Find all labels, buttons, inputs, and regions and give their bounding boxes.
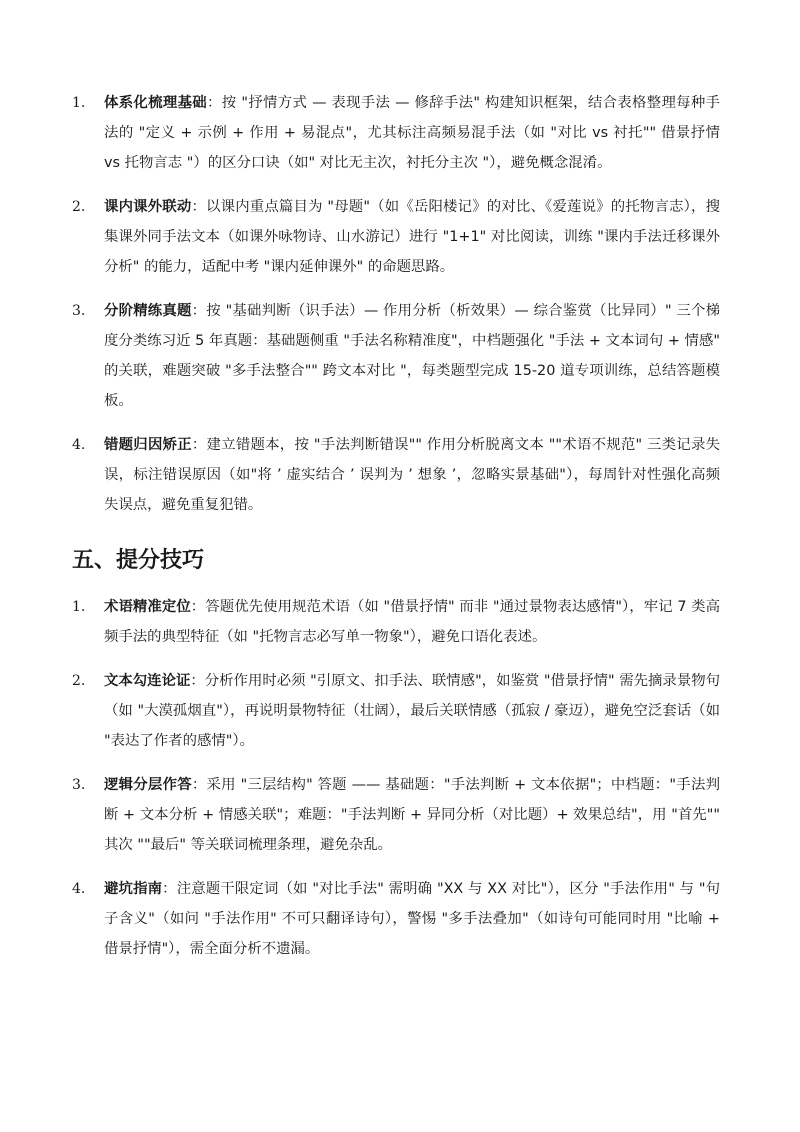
item-body: ：按 "基础判断（识手法）— 作用分析（析效果）— 综合鉴赏（比异同）" 三个梯度分类练习近 5 年真题：基础题侧重 "手法名称精准度"，中档题强化 "手法 + 文本词句 + 情感" 的关联，难题突破 "多手法整合"" 跨文本对比 "，每类题型完成 15-20 道专项训练，总结答题模板。 <box>104 303 720 409</box>
item-number: 2. <box>72 199 86 215</box>
list-item <box>72 666 720 756</box>
item-number: 3. <box>72 303 86 319</box>
list-item <box>72 430 720 520</box>
item-term: 逻辑分层作答 <box>104 777 192 793</box>
item-number: 3. <box>72 777 86 793</box>
list-item <box>72 88 720 178</box>
list-item <box>72 592 720 652</box>
item-term: 术语精准定位 <box>104 599 191 615</box>
item-term: 文本勾连论证 <box>104 673 191 689</box>
item-body: ：按 "抒情方式 — 表现手法 — 修辞手法" 构建知识框架，结合表格整理每种手法的 "定义 + 示例 + 作用 + 易混点"，尤其标注高频易混手法（如 "对比 vs 衬托"" 借景抒情 vs 托物言志 "）的区分口诀（如" 对比无主次，衬托分主次 "），避免概念混淆。 <box>104 95 720 171</box>
list-item <box>72 874 720 964</box>
list-item <box>72 770 720 860</box>
item-term: 分阶精练真题 <box>104 303 192 319</box>
item-body: ：注意题干限定词（如 "对比手法" 需明确 "XX 与 XX 对比"），区分 "手法作用" 与 "句子含义"（如问 "手法作用" 不可只翻译诗句），警惕 "多手法叠加"（如诗句可能同时用 "比喻 + 借景抒情"），需全面分析不遗漏。 <box>104 881 720 957</box>
item-term: 体系化梳理基础 <box>104 95 208 111</box>
item-term: 错题归因矫正 <box>104 437 192 453</box>
item-body: ：建立错题本，按 "手法判断错误"" 作用分析脱离文本 ""术语不规范" 三类记录失误，标注错误原因（如"将 ’ 虚实结合 ’ 误判为 ’ 想象 ’，忽略实景基础"），每周针对性强化高频失误点，避免重复犯错。 <box>104 437 720 513</box>
tips-list <box>72 592 720 964</box>
item-body: ：采用 "三层结构" 答题 —— 基础题："手法判断 + 文本依据"；中档题："手法判断 + 文本分析 + 情感关联"；难题："手法判断 + 异同分析（对比题）+ 效果总结"，用 "首先"" 其次 ""最后" 等关联词梳理条理，避免杂乱。 <box>104 777 720 853</box>
item-number: 2. <box>72 673 86 689</box>
list-item <box>72 192 720 282</box>
item-number: 1. <box>72 95 86 111</box>
item-number: 4. <box>72 437 86 453</box>
item-term: 课内课外联动 <box>104 199 192 215</box>
section-heading: 五、提分技巧 <box>72 548 205 573</box>
item-body: ：分析作用时必须 "引原文、扣手法、联情感"，如鉴赏 "借景抒情" 需先摘录景物句（如 "大漠孤烟直"），再说明景物特征（壮阔），最后关联情感（孤寂 / 豪迈），避免空泛套话（如 "表达了作者的感情"）。 <box>104 673 720 749</box>
strategy-list <box>72 88 720 520</box>
item-term: 避坑指南 <box>104 881 163 897</box>
item-body: ：以课内重点篇目为 "母题"（如《岳阳楼记》的对比、《爱莲说》的托物言志），搜集课外同手法文本（如课外咏物诗、山水游记）进行 "1+1" 对比阅读，训练 "课内手法迁移课外分析" 的能力，适配中考 "课内延伸课外" 的命题思路。 <box>104 199 720 275</box>
item-body: ：答题优先使用规范术语（如 "借景抒情" 而非 "通过景物表达感情"），牢记 7 类高频手法的典型特征（如 "托物言志必写单一物象"），避免口语化表述。 <box>104 599 720 645</box>
item-number: 4. <box>72 881 86 897</box>
item-number: 1. <box>72 599 86 615</box>
list-item <box>72 296 720 416</box>
